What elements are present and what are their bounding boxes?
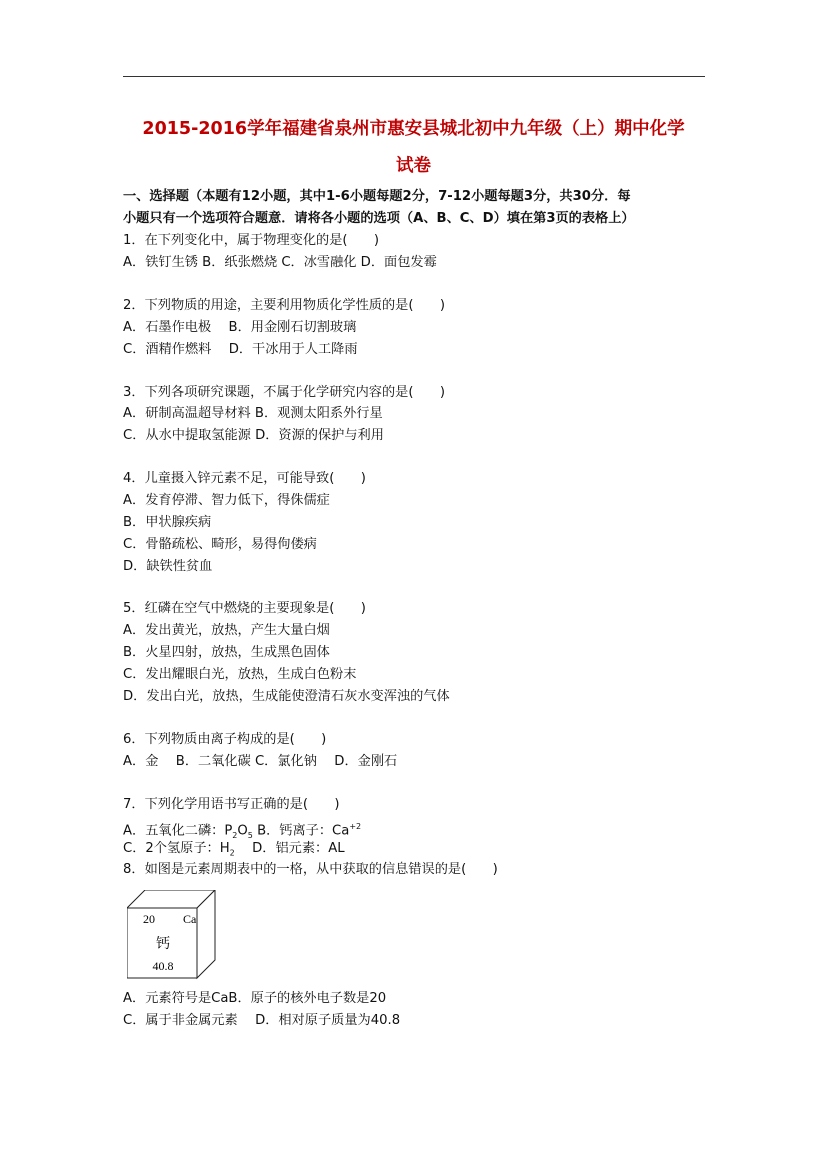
- q7-subscript-2: 2: [232, 831, 238, 841]
- atomic-number: 20: [143, 912, 155, 926]
- question-5-option-d: D．发出白光，放热，生成能使澄清石灰水变浑浊的气体: [123, 689, 450, 704]
- question-1-stem: 1．在下列变化中，属于物理变化的是( ): [123, 233, 380, 248]
- periodic-table-cell-figure: [127, 890, 217, 980]
- question-4-option-c: C．骨骼疏松、畸形，易得佝偻病: [123, 537, 317, 552]
- section-instructions-line2: 小题只有一个选项符合题意．请将各小题的选项（A、B、C、D）填在第3页的表格上）: [123, 211, 635, 226]
- question-4-option-d: D．缺铁性贫血: [123, 559, 213, 574]
- question-3-options-cd: C．从水中提取氢能源 D．资源的保护与利用: [123, 428, 384, 443]
- q7-option-d-label: D．铝元素：AL: [234, 841, 345, 856]
- question-7-stem: 7．下列化学用语书写正确的是( ): [123, 797, 340, 812]
- q7-option-c-label: C．2个氢原子：H: [123, 841, 230, 856]
- q7-subscript-5: 5: [247, 831, 253, 841]
- question-2-stem: 2．下列物质的用途，主要利用物质化学性质的是( ): [123, 298, 445, 313]
- element-name: 钙: [156, 936, 170, 952]
- atomic-mass: 40.8: [152, 959, 174, 973]
- question-3-stem: 3．下列各项研究课题，不属于化学研究内容的是( ): [123, 385, 445, 400]
- question-6-options: A．金 B．二氧化碳 C．氯化钠 D．金刚石: [123, 754, 398, 769]
- question-5-option-a: A．发出黄光，放热，产生大量白烟: [123, 623, 330, 638]
- question-2-options-ab: A．石墨作电极 B．用金刚石切割玻璃: [123, 320, 357, 335]
- question-8-options-cd: C．属于非金属元素 D．相对原子质量为40.8: [123, 1013, 401, 1028]
- question-5-option-b: B．火星四射，放热，生成黑色固体: [123, 645, 330, 660]
- question-3-options-ab: A．研制高温超导材料 B．观测太阳系外行星: [123, 406, 383, 421]
- question-5-option-c: C．发出耀眼白光，放热，生成白色粉末: [123, 667, 357, 682]
- question-8-options-ab: A．元素符号是CaB．原子的核外电子数是20: [123, 991, 387, 1006]
- q7-formula-o: O: [237, 823, 248, 839]
- element-symbol: Ca: [183, 912, 197, 926]
- question-8-stem: 8．如图是元素周期表中的一格，从中获取的信息错误的是( ): [123, 862, 498, 877]
- question-4-stem: 4．儿童摄入锌元素不足，可能导致( ): [123, 471, 366, 486]
- question-4-option-a: A．发育停滞、智力低下，得侏儒症: [123, 493, 330, 508]
- q7-h-subscript: 2: [229, 848, 235, 858]
- question-6-stem: 6．下列物质由离子构成的是( ): [123, 732, 327, 747]
- periodic-cell-svg: [127, 890, 217, 980]
- question-5-stem: 5．红磷在空气中燃烧的主要现象是( ): [123, 601, 366, 616]
- q7-option-a-label: A．五氧化二磷：: [123, 823, 225, 839]
- question-4-option-b: B．甲状腺疾病: [123, 515, 212, 530]
- question-1-options: A．铁钉生锈 B．纸张燃烧 C．冰雪融化 D．面包发霉: [123, 255, 437, 270]
- page-title-line2: 试卷: [396, 156, 431, 176]
- section-instructions-line1: 一、选择题（本题有12小题，其中1-6小题每题2分，7-12小题每题3分，共30分．每: [123, 189, 631, 204]
- page-title-line1: 2015-2016学年福建省泉州市惠安县城北初中九年级（上）期中化学: [142, 119, 685, 139]
- q7-formula-p: P: [224, 823, 233, 839]
- question-2-options-cd: C．酒精作燃料 D．干冰用于人工降雨: [123, 342, 358, 357]
- q7-charge-superscript: +2: [349, 822, 362, 831]
- top-rule: [123, 76, 705, 77]
- question-7-options-cd: [123, 840, 345, 863]
- q7-option-b-label: B．钙离子：Ca: [252, 823, 350, 839]
